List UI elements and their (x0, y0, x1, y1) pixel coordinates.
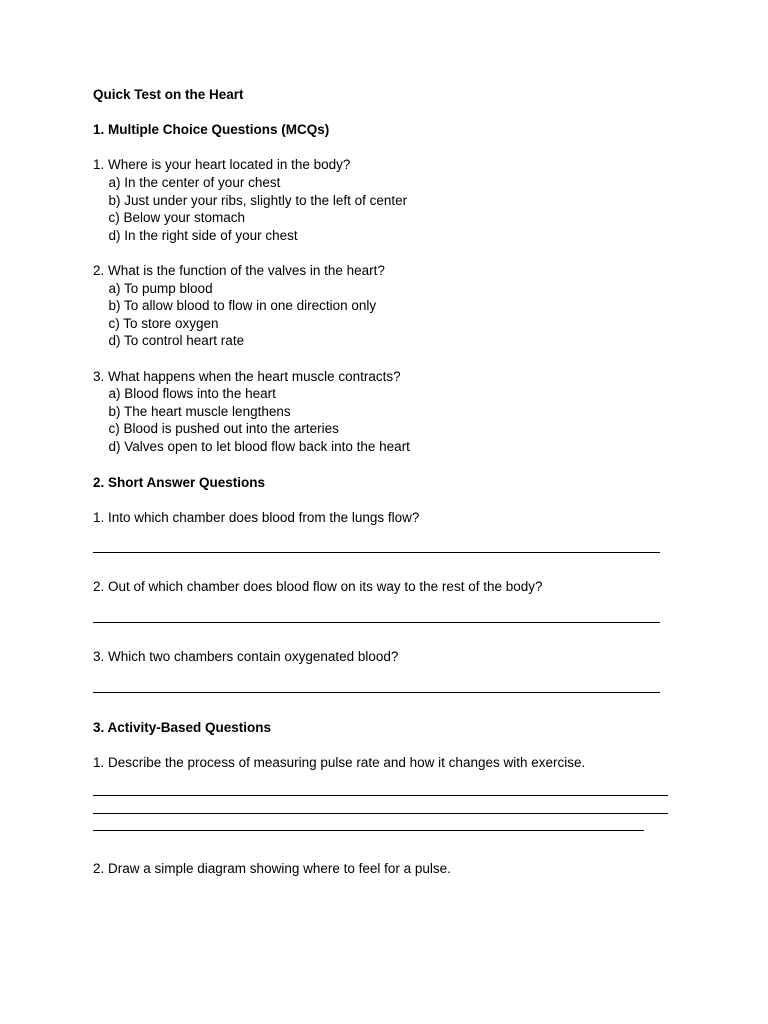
activity-question-2: 2. Draw a simple diagram showing where to feel for a pulse. (93, 861, 451, 877)
activity-question-1: 1. Describe the process of measuring pulse rate and how it changes with exercise. (93, 754, 586, 770)
short-answer-question-2: 2. Out of which chamber does blood flow on its way to the rest of the body? (93, 579, 543, 595)
answer-lines-activity-1[interactable] (93, 771, 693, 843)
mcq-question-1: 1. Where is your heart located in the body? (93, 157, 351, 173)
mcq-2-option-b: b) To allow blood to flow in one direction only (108, 298, 377, 314)
mcq-3-option-b: b) The heart muscle lengthens (108, 403, 291, 419)
mcq-1-option-d: d) In the right side of your chest (108, 227, 298, 243)
mcq-3-option-c: c) Blood is pushed out into the arteries (108, 421, 339, 437)
mcq-question-2: 2. What is the function of the valves in the heart? (93, 262, 385, 278)
mcq-3-option-d: d) Valves open to let blood flow back into the heart (108, 438, 410, 454)
mcq-1-option-a: a) In the center of your chest (108, 174, 281, 190)
section-heading-short-answer: 2. Short Answer Questions (93, 474, 266, 490)
mcq-1-option-c: c) Below your stomach (108, 210, 246, 226)
section-heading-mcq: 1. Multiple Choice Questions (MCQs) (93, 122, 330, 138)
worksheet (93, 86, 693, 878)
short-answer-question-3: 3. Which two chambers contain oxygenated blood? (93, 649, 399, 665)
mcq-2-option-d: d) To control heart rate (108, 333, 245, 349)
answer-line-short-3[interactable] (93, 666, 693, 701)
short-answer-question-1: 1. Into which chamber does blood from the lungs flow? (93, 509, 420, 525)
answer-line-short-1[interactable] (93, 526, 693, 561)
mcq-3-option-a: a) Blood flows into the heart (108, 386, 276, 402)
mcq-2-option-a: a) To pump blood (108, 280, 213, 296)
section-heading-activity: 3. Activity-Based Questions (93, 719, 272, 735)
mcq-1-option-b: b) Just under your ribs, slightly to the left of center (108, 192, 408, 208)
page-title: Quick Test on the Heart (93, 87, 244, 102)
mcq-question-3: 3. What happens when the heart muscle contracts? (93, 368, 401, 384)
answer-line-short-2[interactable] (93, 596, 693, 631)
mcq-2-option-c: c) To store oxygen (108, 315, 219, 331)
